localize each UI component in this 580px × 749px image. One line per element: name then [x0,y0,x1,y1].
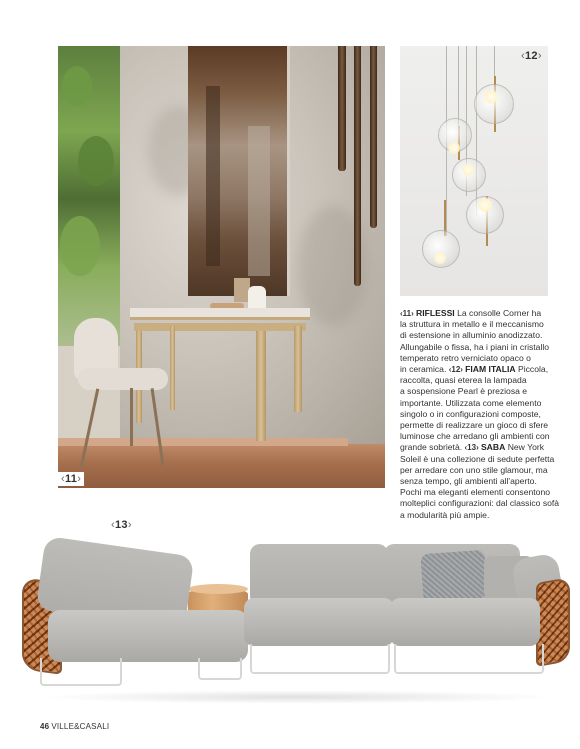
brand-name: SABA [480,442,506,453]
sofa-shadow [38,690,558,704]
article-line [400,319,550,330]
figure-label-12: ‹12› [521,50,542,62]
article-text-run: di estensione in alluminio anodizzato. [400,330,543,341]
brand-name: FIAM ITALIA [465,364,516,375]
article-text-run: permette di realizzare un gioco di sfere [400,420,549,431]
article-line [400,453,555,465]
photo-consolle-corner [58,46,385,488]
article-text [400,308,560,521]
wall-artwork [188,46,290,296]
foliage [62,66,92,106]
article-text-run: a sospensione Pearl è preziosa e [400,386,528,397]
article-text-run: singolo o in configurazioni composte, [400,408,541,419]
article-text-run: raccolta, quasi eterea la lampada [400,375,527,386]
figure-ref: ‹13› [464,443,481,453]
article-line [400,330,550,341]
figure-ref: ‹11› [400,309,417,318]
sofa-frame-leg [394,644,544,674]
foliage [78,136,114,186]
lamp-bulb [434,252,446,264]
sofa-frame-leg [198,658,242,680]
article-text-run: grande sobrietà. [400,442,465,453]
seat-cushion-middle [244,598,394,646]
chair-leg [130,388,133,446]
figure-label-11: ‹11› [58,472,84,486]
article-line [400,498,560,509]
article-text-run: a modularità più ampie. [400,509,490,520]
article-text-run: la struttura in metallo e il meccanismo [400,319,544,330]
article-text-run: luminose che arredano gli ambienti con [400,431,550,442]
article-line [400,510,550,521]
lamp-bulb [478,198,492,212]
article-line [400,442,550,453]
page-number: 46 [40,722,50,731]
article-line [400,465,550,476]
article-text-run: importante. Utilizzata come elemento [400,397,542,408]
article-text-run: Allungabile o fissa, ha i piani in cristallo [400,341,550,352]
seat-cushion-right [390,598,540,646]
console-apron [134,323,306,331]
article-text-run: senza tempo, gli ambienti all'aperto. [400,476,537,487]
pendant-rod [354,46,361,286]
back-cushion-middle [250,544,388,606]
lamp-bulb [484,90,498,104]
pendant-rod [370,46,377,228]
article-text-run: Piccola, [515,364,549,375]
photo-new-york-soleil-sofa [18,540,573,710]
console-leg [294,326,302,412]
article-line [400,353,550,364]
corner-seat-cushion [48,610,248,662]
console-leg [170,326,175,410]
console-leg [256,331,266,441]
console-top [130,308,310,320]
article-line [400,431,550,442]
article-text-run: in ceramica. [400,364,449,375]
floor-edge [58,438,348,446]
page-footer [40,722,109,731]
chair-seat [78,368,168,390]
photo-pearl-lamp [400,46,548,296]
article-text-run: Pochi ma eleganti elementi consentono [400,487,551,498]
lamp-bulb [448,142,460,154]
article-text-run: La consolle Corner ha [454,308,542,318]
article-text-run: Soleil è una collezione di sedute perfetta [400,453,555,464]
pendant-rod [338,46,346,171]
sofa-frame-leg [250,644,390,674]
article-text-run: New York [505,442,545,453]
lamp-wire [476,46,477,216]
article-text-run: temperato retro verniciato opaco o [400,352,531,363]
sofa-frame-leg [40,658,122,686]
magazine-name: VILLE&CASALI [51,722,110,731]
figure-ref: ‹12› [448,365,466,375]
article-text-run: per arredare con uno stile glamour, ma [400,464,548,475]
article-line [400,364,550,375]
foliage [60,216,100,276]
wooden-floor [58,444,385,488]
article-text-run: molteplici configurazioni: dal classico sofà [400,498,560,509]
article-line [400,375,550,386]
lamp-bulb [462,164,474,176]
article-line [400,308,550,319]
article-line [400,386,550,397]
article-line [400,420,550,431]
article-line [400,487,550,498]
article-line [400,342,550,353]
article-line [400,476,550,487]
decorative-pillow-patterned [420,550,487,602]
article-line [400,409,550,420]
decor-vase [248,286,266,310]
figure-label-13: ‹13› [108,518,135,532]
brand-name: RIFLESSI [416,308,455,318]
article-line [400,398,550,409]
